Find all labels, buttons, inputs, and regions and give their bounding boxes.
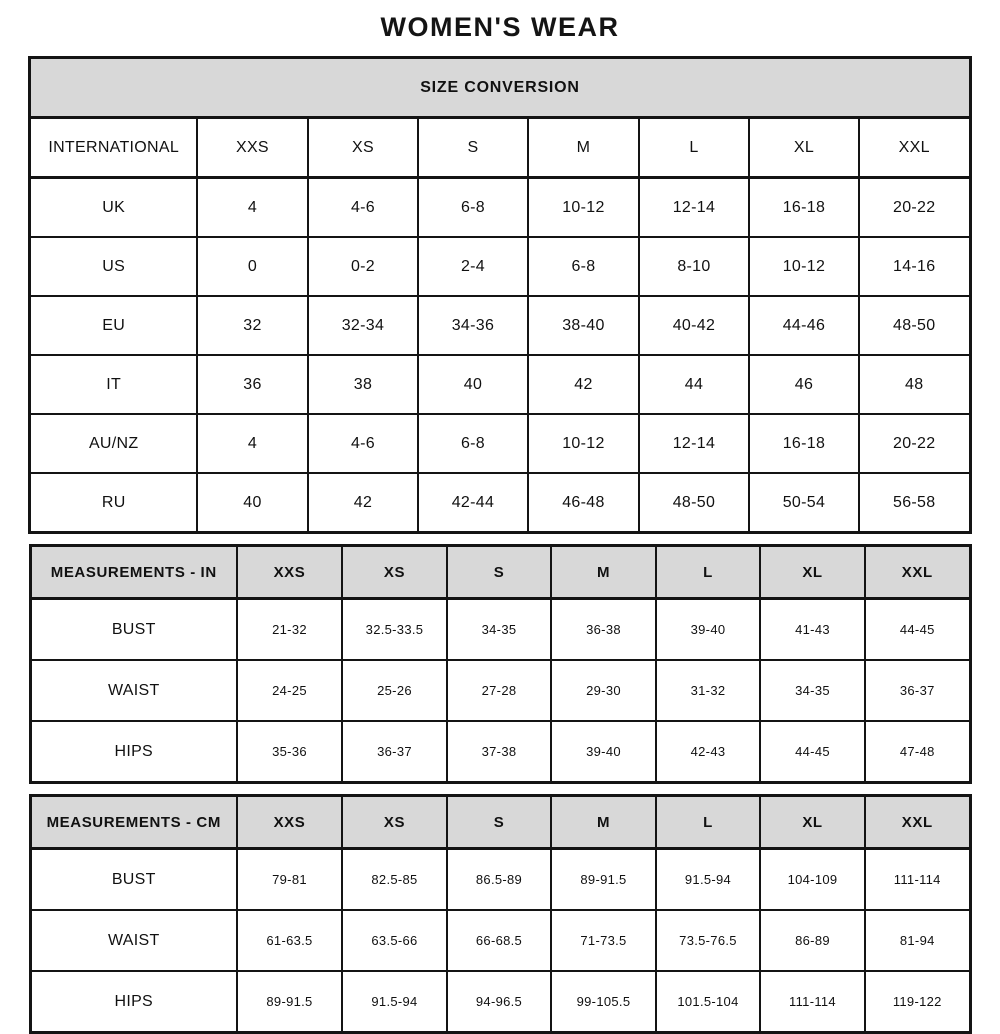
page-title: WOMEN'S WEAR xyxy=(380,12,620,42)
size-value-cell: 10-12 xyxy=(528,414,639,473)
measurement-value-cell: 35-36 xyxy=(237,721,342,783)
measurement-value-cell: 79-81 xyxy=(237,849,342,911)
size-value-cell: 32 xyxy=(197,296,308,355)
size-value-cell: 50-54 xyxy=(749,473,859,533)
size-column-header: L xyxy=(656,796,760,849)
size-column-header: XS xyxy=(308,118,418,178)
table-row xyxy=(30,414,970,473)
region-label: AU/NZ xyxy=(30,414,197,473)
table-row xyxy=(30,58,970,118)
measurement-value-cell: 42-43 xyxy=(656,721,760,783)
measurement-value-cell: 111-114 xyxy=(760,971,865,1033)
table-row xyxy=(30,796,970,849)
size-value-cell: 56-58 xyxy=(859,473,970,533)
measurement-value-cell: 37-38 xyxy=(447,721,551,783)
measurement-value-cell: 86.5-89 xyxy=(447,849,551,911)
size-value-cell: 42 xyxy=(308,473,418,533)
region-label: INTERNATIONAL xyxy=(30,118,197,178)
table-row xyxy=(30,599,970,661)
size-value-cell: 10-12 xyxy=(528,178,639,238)
measurement-value-cell: 63.5-66 xyxy=(342,910,447,971)
measurement-value-cell: 36-38 xyxy=(551,599,656,661)
size-column-header: XL xyxy=(760,796,865,849)
size-value-cell: 16-18 xyxy=(749,178,859,238)
size-column-header: XS xyxy=(342,546,447,599)
measurement-value-cell: 25-26 xyxy=(342,660,447,721)
measurement-label: BUST xyxy=(30,849,237,911)
measurement-label: BUST xyxy=(30,599,237,661)
measurement-value-cell: 32.5-33.5 xyxy=(342,599,447,661)
measurements-in-table xyxy=(29,544,972,784)
measurement-value-cell: 104-109 xyxy=(760,849,865,911)
size-value-cell: 44-46 xyxy=(749,296,859,355)
size-conversion-banner: SIZE CONVERSION xyxy=(30,58,970,118)
measurement-value-cell: 36-37 xyxy=(865,660,970,721)
measurement-value-cell: 44-45 xyxy=(865,599,970,661)
measurement-value-cell: 39-40 xyxy=(551,721,656,783)
measurement-value-cell: 91.5-94 xyxy=(342,971,447,1033)
size-value-cell: 38 xyxy=(308,355,418,414)
measurement-value-cell: 66-68.5 xyxy=(447,910,551,971)
size-column-header: L xyxy=(639,118,749,178)
table-row xyxy=(30,296,970,355)
measurement-label: WAIST xyxy=(30,910,237,971)
table-row xyxy=(30,721,970,783)
size-value-cell: 46-48 xyxy=(528,473,639,533)
table-row xyxy=(30,178,970,238)
measurement-value-cell: 44-45 xyxy=(760,721,865,783)
size-value-cell: 12-14 xyxy=(639,178,749,238)
table-row xyxy=(30,849,970,911)
size-value-cell: 32-34 xyxy=(308,296,418,355)
measurement-value-cell: 89-91.5 xyxy=(237,971,342,1033)
size-value-cell: 36 xyxy=(197,355,308,414)
table-row xyxy=(30,355,970,414)
size-value-cell: 38-40 xyxy=(528,296,639,355)
size-value-cell: 0-2 xyxy=(308,237,418,296)
table-row xyxy=(30,473,970,533)
size-column-header: XXS xyxy=(237,546,342,599)
measurement-value-cell: 34-35 xyxy=(760,660,865,721)
size-column-header: M xyxy=(528,118,639,178)
region-label: UK xyxy=(30,178,197,238)
table-row xyxy=(30,910,970,971)
size-column-header: XL xyxy=(749,118,859,178)
region-label: RU xyxy=(30,473,197,533)
measurements-in-header: MEASUREMENTS - IN xyxy=(30,546,237,599)
size-value-cell: 2-4 xyxy=(418,237,528,296)
size-value-cell: 0 xyxy=(197,237,308,296)
size-column-header: XXS xyxy=(237,796,342,849)
table-row xyxy=(30,971,970,1033)
size-value-cell: 48-50 xyxy=(859,296,970,355)
measurement-value-cell: 34-35 xyxy=(447,599,551,661)
size-value-cell: 16-18 xyxy=(749,414,859,473)
size-value-cell: 6-8 xyxy=(418,178,528,238)
size-value-cell: 20-22 xyxy=(859,178,970,238)
measurement-label: WAIST xyxy=(30,660,237,721)
region-label: US xyxy=(30,237,197,296)
size-value-cell: 4-6 xyxy=(308,414,418,473)
measurement-value-cell: 94-96.5 xyxy=(447,971,551,1033)
table-row xyxy=(30,660,970,721)
measurement-value-cell: 81-94 xyxy=(865,910,970,971)
size-value-cell: 4-6 xyxy=(308,178,418,238)
table-row xyxy=(30,546,970,599)
measurement-value-cell: 29-30 xyxy=(551,660,656,721)
size-column-header: XL xyxy=(760,546,865,599)
size-column-header: XXL xyxy=(865,546,970,599)
size-value-cell: 14-16 xyxy=(859,237,970,296)
size-value-cell: 6-8 xyxy=(418,414,528,473)
size-column-header: L xyxy=(656,546,760,599)
size-value-cell: 6-8 xyxy=(528,237,639,296)
measurement-value-cell: 82.5-85 xyxy=(342,849,447,911)
measurement-value-cell: 36-37 xyxy=(342,721,447,783)
size-column-header: XXL xyxy=(865,796,970,849)
size-value-cell: 12-14 xyxy=(639,414,749,473)
size-column-header: M xyxy=(551,546,656,599)
measurement-label: HIPS xyxy=(30,971,237,1033)
measurement-value-cell: 71-73.5 xyxy=(551,910,656,971)
size-value-cell: 4 xyxy=(197,178,308,238)
measurement-value-cell: 39-40 xyxy=(656,599,760,661)
size-column-header: M xyxy=(551,796,656,849)
size-value-cell: 40 xyxy=(418,355,528,414)
size-value-cell: 44 xyxy=(639,355,749,414)
size-value-cell: 48-50 xyxy=(639,473,749,533)
size-value-cell: 46 xyxy=(749,355,859,414)
size-value-cell: 8-10 xyxy=(639,237,749,296)
region-label: EU xyxy=(30,296,197,355)
measurement-value-cell: 86-89 xyxy=(760,910,865,971)
measurement-value-cell: 99-105.5 xyxy=(551,971,656,1033)
size-value-cell: 48 xyxy=(859,355,970,414)
table-row xyxy=(30,237,970,296)
size-column-header: S xyxy=(447,796,551,849)
measurement-value-cell: 21-32 xyxy=(237,599,342,661)
size-value-cell: 34-36 xyxy=(418,296,528,355)
size-value-cell: 20-22 xyxy=(859,414,970,473)
size-column-header: XS xyxy=(342,796,447,849)
measurement-label: HIPS xyxy=(30,721,237,783)
size-column-header: XXL xyxy=(859,118,970,178)
size-value-cell: 4 xyxy=(197,414,308,473)
region-label: IT xyxy=(30,355,197,414)
measurement-value-cell: 89-91.5 xyxy=(551,849,656,911)
measurement-value-cell: 91.5-94 xyxy=(656,849,760,911)
size-column-header: S xyxy=(447,546,551,599)
size-value-cell: 10-12 xyxy=(749,237,859,296)
size-column-header: S xyxy=(418,118,528,178)
measurement-value-cell: 27-28 xyxy=(447,660,551,721)
size-conversion-table xyxy=(28,56,971,534)
size-value-cell: 42-44 xyxy=(418,473,528,533)
measurement-value-cell: 101.5-104 xyxy=(656,971,760,1033)
measurement-value-cell: 31-32 xyxy=(656,660,760,721)
size-value-cell: 40-42 xyxy=(639,296,749,355)
measurement-value-cell: 73.5-76.5 xyxy=(656,910,760,971)
measurement-value-cell: 47-48 xyxy=(865,721,970,783)
measurements-cm-header: MEASUREMENTS - CM xyxy=(30,796,237,849)
size-column-header: XXS xyxy=(197,118,308,178)
size-value-cell: 42 xyxy=(528,355,639,414)
measurement-value-cell: 111-114 xyxy=(865,849,970,911)
measurements-cm-table xyxy=(29,794,972,1034)
size-value-cell: 40 xyxy=(197,473,308,533)
measurement-value-cell: 61-63.5 xyxy=(237,910,342,971)
measurement-value-cell: 119-122 xyxy=(865,971,970,1033)
measurement-value-cell: 24-25 xyxy=(237,660,342,721)
measurement-value-cell: 41-43 xyxy=(760,599,865,661)
table-row xyxy=(30,118,970,178)
